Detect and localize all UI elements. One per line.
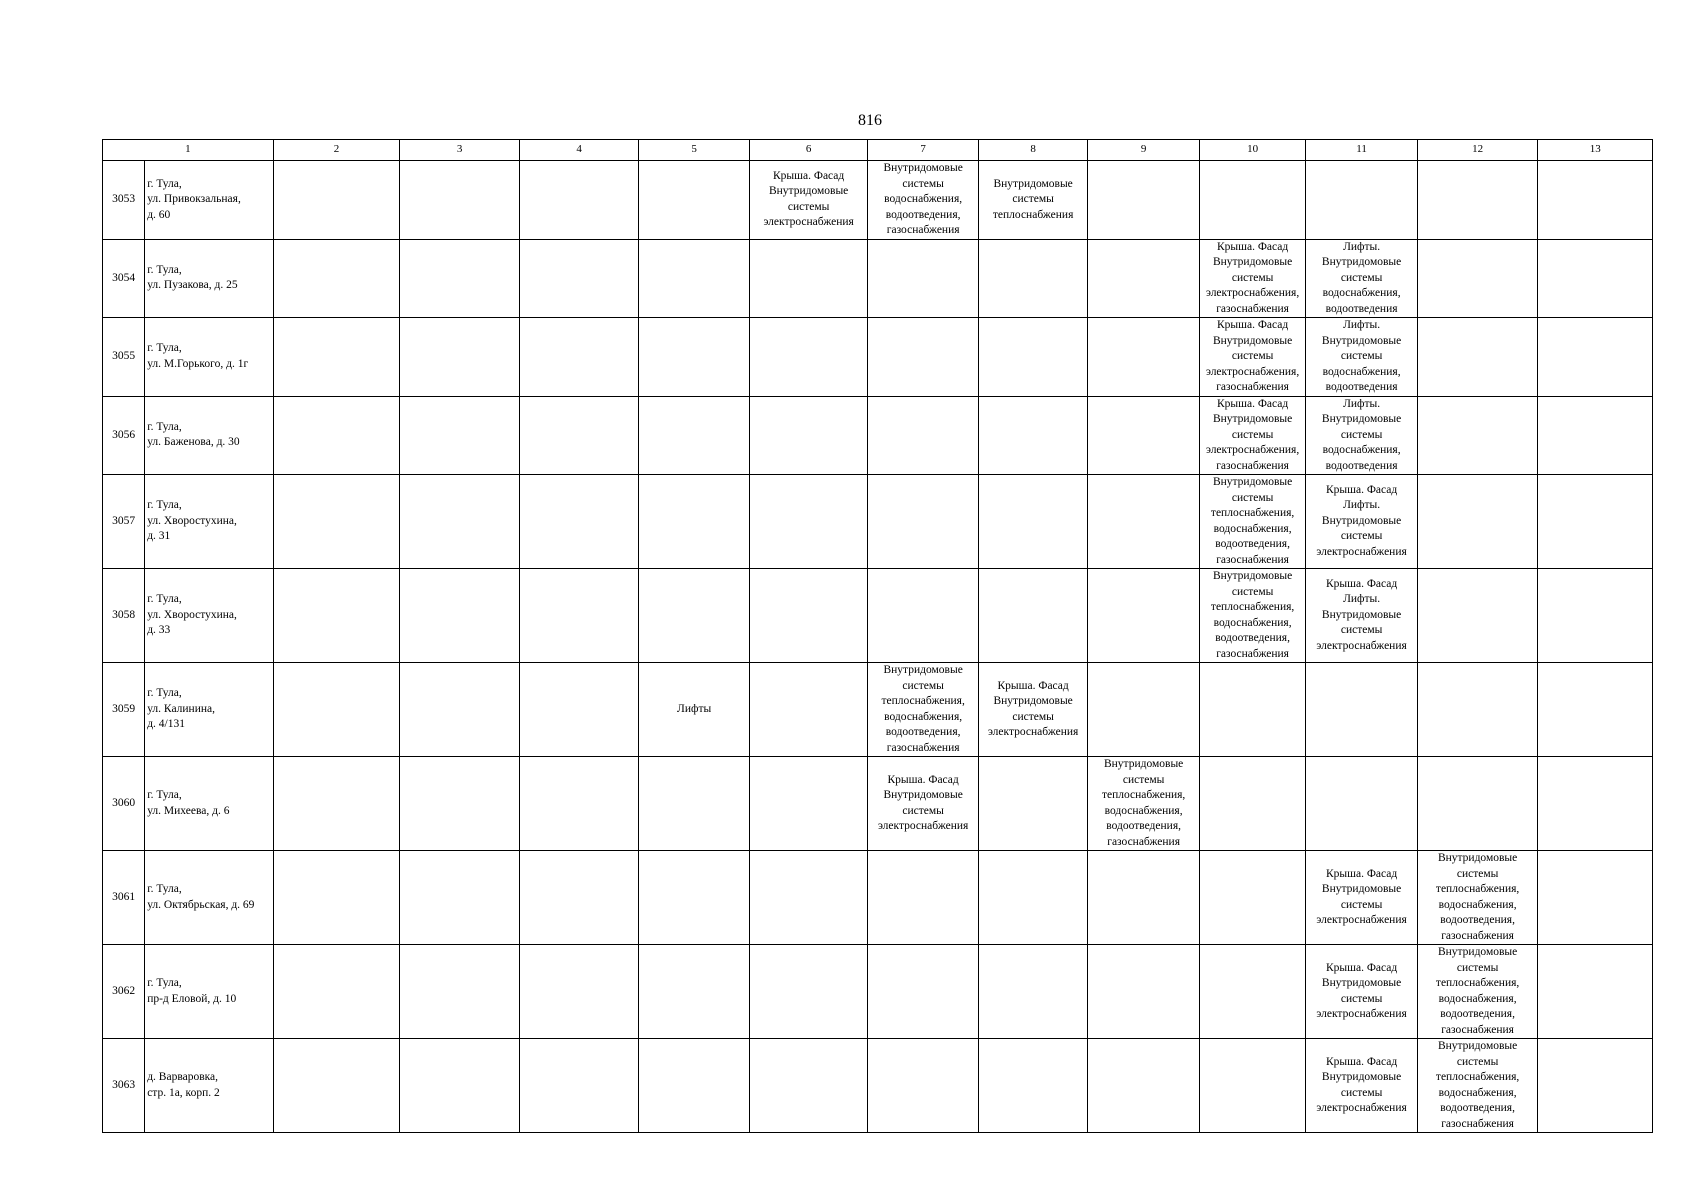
work-cell-col-13 bbox=[1538, 757, 1653, 851]
address-text: г. Тула, ул. М.Горького, д. 1г bbox=[147, 342, 249, 370]
work-cell-col-6 bbox=[749, 318, 868, 397]
work-cell-col-10 bbox=[1199, 663, 1305, 757]
row-number: 3060 bbox=[103, 757, 145, 851]
address-text: г. Тула, ул. Михеева, д. 6 bbox=[147, 789, 230, 817]
work-text: Внутридомовые системы теплоснабжения, водоснабжения, водоотведения, газоснабжения bbox=[1435, 1040, 1520, 1130]
work-cell-col-2 bbox=[273, 161, 400, 240]
address-text: г. Тула, ул. Хворостухина, д. 33 bbox=[147, 593, 237, 637]
work-cell-col-2 bbox=[273, 1039, 400, 1133]
column-header-2: 2 bbox=[273, 140, 400, 161]
work-cell-col-12 bbox=[1417, 569, 1538, 663]
work-cell-col-11 bbox=[1306, 945, 1418, 1039]
work-cell-col-10 bbox=[1199, 396, 1305, 475]
work-cell-col-2 bbox=[273, 475, 400, 569]
work-cell-col-13 bbox=[1538, 851, 1653, 945]
work-cell-col-4 bbox=[519, 161, 639, 240]
work-cell-col-8 bbox=[978, 475, 1087, 569]
work-text: Лифты. Внутридомовые системы водоснабжения, водоотведения bbox=[1321, 319, 1402, 393]
work-cell-col-10 bbox=[1199, 239, 1305, 318]
work-text: Внутридомовые системы теплоснабжения, водоснабжения, водоотведения, газоснабжения bbox=[1435, 946, 1520, 1036]
work-cell-col-12 bbox=[1417, 396, 1538, 475]
work-cell-col-10 bbox=[1199, 757, 1305, 851]
work-cell-col-2 bbox=[273, 569, 400, 663]
work-cell-col-11 bbox=[1306, 757, 1418, 851]
work-cell-col-7 bbox=[868, 663, 978, 757]
work-text: Внутридомовые системы водоснабжения, водоотведения, газоснабжения bbox=[883, 162, 963, 236]
work-text: Крыша. Фасад Внутридомовые системы электроснабжения bbox=[1316, 867, 1407, 926]
work-cell-col-2 bbox=[273, 945, 400, 1039]
table-row bbox=[103, 757, 1653, 851]
work-cell-col-9 bbox=[1088, 239, 1200, 318]
address-text: г. Тула, ул. Октябрьская, д. 69 bbox=[147, 883, 255, 911]
row-number: 3058 bbox=[103, 569, 145, 663]
work-cell-col-12 bbox=[1417, 757, 1538, 851]
work-cell-col-11 bbox=[1306, 239, 1418, 318]
work-cell-col-11 bbox=[1306, 318, 1418, 397]
work-cell-col-4 bbox=[519, 569, 639, 663]
table-row bbox=[103, 318, 1653, 397]
work-cell-col-3 bbox=[400, 239, 520, 318]
work-text: Крыша. Фасад Внутридомовые системы электроснабжения bbox=[1316, 961, 1407, 1020]
work-cell-col-5 bbox=[639, 239, 749, 318]
row-number: 3055 bbox=[103, 318, 145, 397]
work-cell-col-8 bbox=[978, 851, 1087, 945]
work-cell-col-5 bbox=[639, 475, 749, 569]
table-row bbox=[103, 663, 1653, 757]
work-cell-col-9 bbox=[1088, 757, 1200, 851]
work-cell-col-13 bbox=[1538, 239, 1653, 318]
work-text: Внутридомовые системы теплоснабжения, водоснабжения, водоотведения, газоснабжения bbox=[1101, 758, 1186, 848]
work-cell-col-5 bbox=[639, 757, 749, 851]
work-text: Внутридомовые системы теплоснабжения, водоснабжения, водоотведения, газоснабжения bbox=[881, 664, 965, 754]
work-cell-col-3 bbox=[400, 161, 520, 240]
page-number: 816 bbox=[858, 112, 882, 129]
work-cell-col-10 bbox=[1199, 851, 1305, 945]
work-cell-col-4 bbox=[519, 663, 639, 757]
work-cell-col-6 bbox=[749, 475, 868, 569]
work-cell-col-12 bbox=[1417, 318, 1538, 397]
work-cell-col-9 bbox=[1088, 851, 1200, 945]
work-cell-col-12 bbox=[1417, 1039, 1538, 1133]
work-cell-col-12 bbox=[1417, 945, 1538, 1039]
work-cell-col-11 bbox=[1306, 475, 1418, 569]
work-cell-col-6 bbox=[749, 945, 868, 1039]
row-number: 3061 bbox=[103, 851, 145, 945]
work-cell-col-2 bbox=[273, 757, 400, 851]
work-cell-col-7 bbox=[868, 1039, 978, 1133]
table-row bbox=[103, 851, 1653, 945]
work-cell-col-13 bbox=[1538, 161, 1653, 240]
work-cell-col-7 bbox=[868, 569, 978, 663]
column-header-6: 6 bbox=[749, 140, 868, 161]
table-row bbox=[103, 161, 1653, 240]
work-text: Крыша. Фасад Внутридомовые системы электроснабжения bbox=[877, 773, 969, 832]
work-cell-col-5 bbox=[639, 161, 749, 240]
work-cell-col-4 bbox=[519, 851, 639, 945]
work-cell-col-8 bbox=[978, 569, 1087, 663]
work-cell-col-2 bbox=[273, 239, 400, 318]
work-cell-col-7 bbox=[868, 945, 978, 1039]
work-cell-col-10 bbox=[1199, 161, 1305, 240]
work-cell-col-3 bbox=[400, 663, 520, 757]
work-cell-col-5 bbox=[639, 396, 749, 475]
work-cell-col-9 bbox=[1088, 318, 1200, 397]
work-cell-col-9 bbox=[1088, 475, 1200, 569]
work-text: Внутридомовые системы теплоснабжения, водоснабжения, водоотведения, газоснабжения bbox=[1210, 570, 1295, 660]
table-row bbox=[103, 396, 1653, 475]
address-cell bbox=[145, 475, 274, 569]
address-text: г. Тула, ул. Пузакова, д. 25 bbox=[147, 263, 238, 292]
work-cell-col-6 bbox=[749, 663, 868, 757]
column-header-13: 13 bbox=[1538, 140, 1653, 161]
work-cell-col-3 bbox=[400, 569, 520, 663]
work-cell-col-10 bbox=[1199, 945, 1305, 1039]
work-cell-col-11 bbox=[1306, 569, 1418, 663]
work-cell-col-13 bbox=[1538, 569, 1653, 663]
work-cell-col-6 bbox=[749, 396, 868, 475]
work-cell-col-9 bbox=[1088, 161, 1200, 240]
work-cell-col-4 bbox=[519, 945, 639, 1039]
work-cell-col-10 bbox=[1199, 569, 1305, 663]
work-cell-col-8 bbox=[978, 318, 1087, 397]
address-text: г. Тула, ул. Баженова, д. 30 bbox=[147, 420, 240, 449]
row-number: 3063 bbox=[103, 1039, 145, 1133]
work-cell-col-3 bbox=[400, 475, 520, 569]
table-row bbox=[103, 475, 1653, 569]
work-cell-col-4 bbox=[519, 318, 639, 397]
work-cell-col-12 bbox=[1417, 475, 1538, 569]
work-text: Крыша. Фасад Внутридомовые системы электроснабжения, газоснабжения bbox=[1205, 240, 1300, 315]
address-text: г. Тула, ул. Калинина, д. 4/131 bbox=[147, 687, 215, 731]
work-cell-col-8 bbox=[978, 663, 1087, 757]
work-cell-col-7 bbox=[868, 161, 978, 240]
address-cell bbox=[145, 239, 274, 318]
work-cell-col-6 bbox=[749, 1039, 868, 1133]
column-header-8: 8 bbox=[978, 140, 1087, 161]
work-cell-col-8 bbox=[978, 1039, 1087, 1133]
work-cell-col-11 bbox=[1306, 396, 1418, 475]
column-number-header-row bbox=[103, 140, 1653, 161]
work-cell-col-5 bbox=[639, 318, 749, 397]
work-cell-col-3 bbox=[400, 851, 520, 945]
work-cell-col-9 bbox=[1088, 1039, 1200, 1133]
table-row bbox=[103, 239, 1653, 318]
work-cell-col-13 bbox=[1538, 318, 1653, 397]
work-cell-col-13 bbox=[1538, 396, 1653, 475]
work-cell-col-3 bbox=[400, 396, 520, 475]
work-cell-col-8 bbox=[978, 945, 1087, 1039]
work-text: Внутридомовые системы теплоснабжения bbox=[992, 177, 1074, 221]
column-header-4: 4 bbox=[519, 140, 639, 161]
work-text: Лифты. Внутридомовые системы водоснабжения, водоотведения bbox=[1321, 240, 1402, 315]
work-text: Крыша. Фасад Внутридомовые системы электроснабжения, газоснабжения bbox=[1205, 397, 1300, 472]
column-header-7: 7 bbox=[868, 140, 978, 161]
work-text: Крыша. Фасад Внутридомовые системы электроснабжения bbox=[987, 679, 1079, 738]
work-cell-col-8 bbox=[978, 161, 1087, 240]
work-cell-col-4 bbox=[519, 396, 639, 475]
column-header-5: 5 bbox=[639, 140, 749, 161]
column-header-1: 1 bbox=[103, 140, 274, 161]
address-text: г. Тула, ул. Привокзальная, д. 60 bbox=[147, 177, 241, 221]
work-text: Крыша. Фасад Внутридомовые системы электроснабжения, газоснабжения bbox=[1205, 319, 1300, 393]
row-number: 3053 bbox=[103, 161, 145, 240]
work-cell-col-7 bbox=[868, 475, 978, 569]
work-text: Крыша. Фасад Внутридомовые системы электроснабжения bbox=[763, 169, 854, 229]
column-header-11: 11 bbox=[1306, 140, 1418, 161]
work-cell-col-5 bbox=[639, 851, 749, 945]
row-number: 3056 bbox=[103, 396, 145, 475]
address-cell bbox=[145, 945, 274, 1039]
address-cell bbox=[145, 1039, 274, 1133]
column-header-10: 10 bbox=[1199, 140, 1305, 161]
address-cell bbox=[145, 318, 274, 397]
capital-repair-table bbox=[102, 139, 1653, 1133]
work-cell-col-12 bbox=[1417, 851, 1538, 945]
work-cell-col-3 bbox=[400, 318, 520, 397]
work-cell-col-13 bbox=[1538, 945, 1653, 1039]
work-text: Внутридомовые системы теплоснабжения, водоснабжения, водоотведения, газоснабжения bbox=[1435, 852, 1520, 942]
table-body bbox=[103, 161, 1653, 1133]
row-number: 3057 bbox=[103, 475, 145, 569]
work-cell-col-11 bbox=[1306, 851, 1418, 945]
work-cell-col-11 bbox=[1306, 161, 1418, 240]
work-cell-col-7 bbox=[868, 757, 978, 851]
work-cell-col-5 bbox=[639, 945, 749, 1039]
work-cell-col-7 bbox=[868, 239, 978, 318]
work-cell-col-5 bbox=[639, 569, 749, 663]
work-text: Лифты. Внутридомовые системы водоснабжения, водоотведения bbox=[1321, 397, 1402, 472]
column-header-3: 3 bbox=[400, 140, 520, 161]
address-cell bbox=[145, 396, 274, 475]
address-cell bbox=[145, 757, 274, 851]
work-cell-col-13 bbox=[1538, 475, 1653, 569]
column-header-9: 9 bbox=[1088, 140, 1200, 161]
work-cell-col-6 bbox=[749, 161, 868, 240]
work-text: Крыша. Фасад Лифты. Внутридомовые системы электроснабжения bbox=[1316, 577, 1407, 652]
address-cell bbox=[145, 851, 274, 945]
work-cell-col-2 bbox=[273, 318, 400, 397]
row-number: 3054 bbox=[103, 239, 145, 318]
work-cell-col-2 bbox=[273, 663, 400, 757]
work-text: Лифты bbox=[677, 702, 712, 715]
work-cell-col-4 bbox=[519, 1039, 639, 1133]
work-cell-col-6 bbox=[749, 239, 868, 318]
work-cell-col-6 bbox=[749, 757, 868, 851]
work-cell-col-9 bbox=[1088, 569, 1200, 663]
address-text: г. Тула, ул. Хворостухина, д. 31 bbox=[147, 499, 237, 543]
work-text: Внутридомовые системы теплоснабжения, водоснабжения, водоотведения, газоснабжения bbox=[1210, 476, 1295, 566]
work-cell-col-10 bbox=[1199, 1039, 1305, 1133]
work-cell-col-12 bbox=[1417, 161, 1538, 240]
work-cell-col-12 bbox=[1417, 239, 1538, 318]
work-cell-col-13 bbox=[1538, 663, 1653, 757]
row-number: 3062 bbox=[103, 945, 145, 1039]
work-cell-col-5 bbox=[639, 1039, 749, 1133]
work-cell-col-3 bbox=[400, 757, 520, 851]
work-cell-col-7 bbox=[868, 396, 978, 475]
row-number: 3059 bbox=[103, 663, 145, 757]
work-cell-col-8 bbox=[978, 757, 1087, 851]
address-text: д. Варваровка, стр. 1а, корп. 2 bbox=[147, 1071, 220, 1099]
work-cell-col-10 bbox=[1199, 475, 1305, 569]
work-cell-col-9 bbox=[1088, 945, 1200, 1039]
work-cell-col-2 bbox=[273, 851, 400, 945]
work-cell-col-11 bbox=[1306, 663, 1418, 757]
work-cell-col-3 bbox=[400, 1039, 520, 1133]
work-cell-col-3 bbox=[400, 945, 520, 1039]
address-cell bbox=[145, 663, 274, 757]
work-text: Крыша. Фасад Внутридомовые системы электроснабжения bbox=[1316, 1055, 1407, 1114]
address-cell bbox=[145, 161, 274, 240]
table-row bbox=[103, 569, 1653, 663]
column-header-12: 12 bbox=[1417, 140, 1538, 161]
work-text: Крыша. Фасад Лифты. Внутридомовые системы электроснабжения bbox=[1316, 483, 1407, 558]
work-cell-col-11 bbox=[1306, 1039, 1418, 1133]
work-cell-col-13 bbox=[1538, 1039, 1653, 1133]
work-cell-col-7 bbox=[868, 851, 978, 945]
work-cell-col-4 bbox=[519, 239, 639, 318]
work-cell-col-10 bbox=[1199, 318, 1305, 397]
work-cell-col-4 bbox=[519, 757, 639, 851]
work-cell-col-12 bbox=[1417, 663, 1538, 757]
work-cell-col-6 bbox=[749, 569, 868, 663]
work-cell-col-7 bbox=[868, 318, 978, 397]
address-text: г. Тула, пр-д Еловой, д. 10 bbox=[147, 977, 237, 1005]
table-row bbox=[103, 1039, 1653, 1133]
work-cell-col-8 bbox=[978, 239, 1087, 318]
work-cell-col-9 bbox=[1088, 663, 1200, 757]
address-cell bbox=[145, 569, 274, 663]
work-cell-col-5 bbox=[639, 663, 749, 757]
work-cell-col-9 bbox=[1088, 396, 1200, 475]
work-cell-col-4 bbox=[519, 475, 639, 569]
work-cell-col-8 bbox=[978, 396, 1087, 475]
table-row bbox=[103, 945, 1653, 1039]
work-cell-col-2 bbox=[273, 396, 400, 475]
work-cell-col-6 bbox=[749, 851, 868, 945]
